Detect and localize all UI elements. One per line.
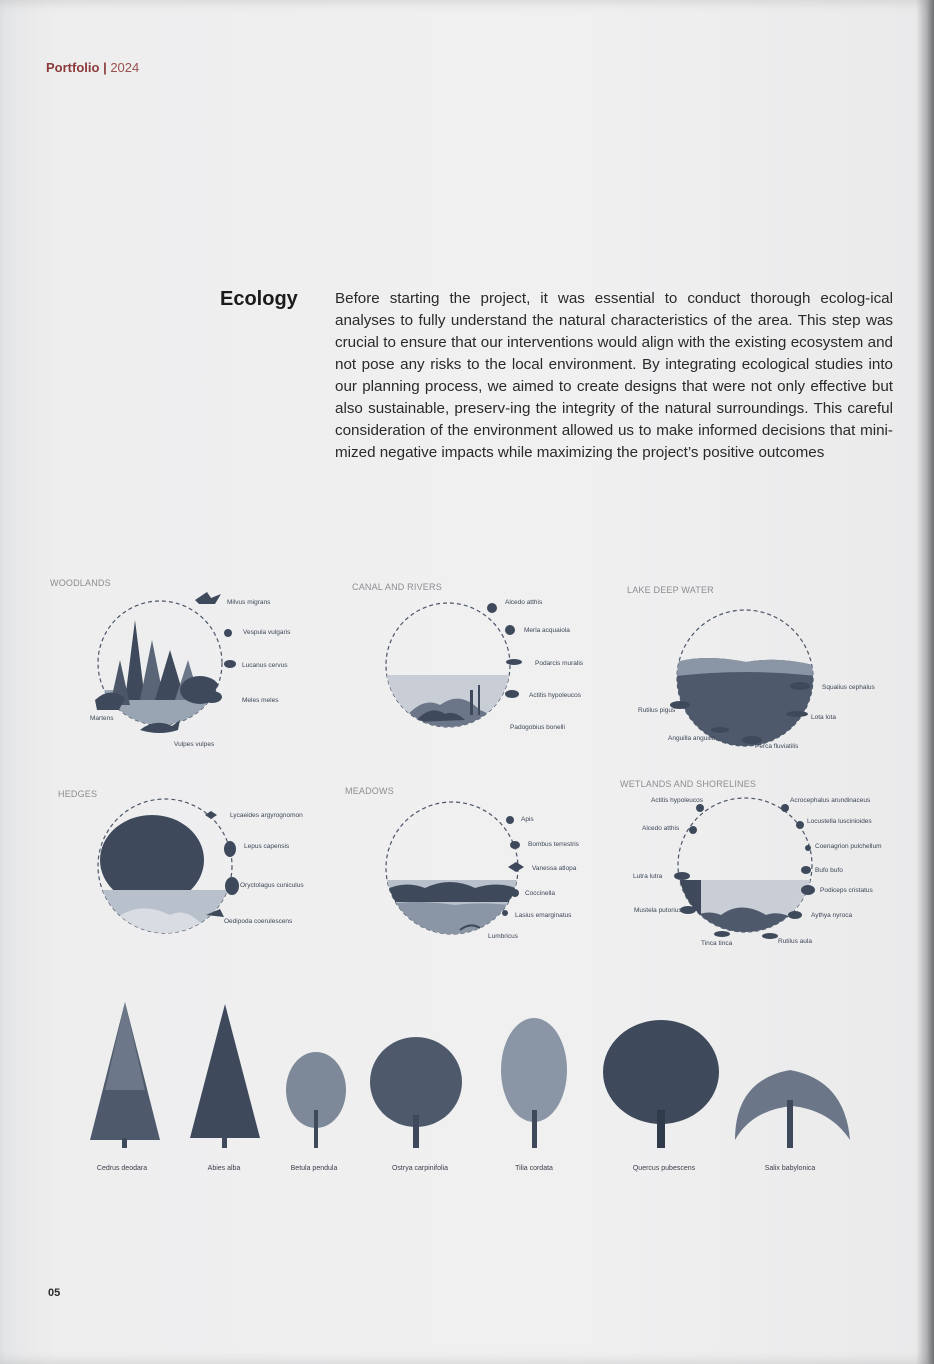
diagram-title: HEDGES — [58, 789, 98, 799]
tree-quercus-pubescens-icon — [603, 1020, 719, 1148]
tree-label: Cedrus deodara — [96, 1165, 148, 1172]
species-label: Vulpes vulpes — [174, 741, 215, 748]
species-label: Coccinella — [525, 890, 555, 897]
species-label: Coenagrion pulchellum — [815, 843, 882, 850]
species-label: Locustella luscinioides — [807, 818, 872, 825]
species-label: Aythya nyroca — [811, 912, 853, 919]
page-number: 05 — [48, 1287, 61, 1299]
species-label: Merla acquaiola — [524, 627, 570, 634]
species-label: Meles meles — [242, 697, 279, 704]
species-label: Actitis hypoleucos — [529, 692, 582, 699]
tree-tilia-cordata-icon — [501, 1018, 567, 1148]
species-label: Actitis hypoleucos — [651, 797, 704, 804]
species-label: Mustela putorius — [634, 907, 682, 914]
species-label: Perca fluviatilis — [755, 743, 799, 750]
tree-label: Ostrya carpinifolia — [391, 1165, 449, 1172]
species-label: Martens — [90, 715, 114, 722]
species-label: Vespula vulgaris — [243, 629, 291, 636]
species-label: Squalius cephalus — [822, 684, 875, 691]
tree-cedrus-deodara-icon — [90, 1002, 160, 1148]
species-label: Lumbricus — [488, 933, 518, 940]
tree-abies-alba-icon — [190, 1004, 260, 1148]
species-label: Tinca tinca — [701, 940, 733, 947]
diagram-title: CANAL AND RIVERS — [352, 582, 442, 592]
section-title: Ecology — [220, 288, 298, 310]
species-label: Bufo bufo — [815, 867, 843, 874]
species-label: Anguilla anguilla — [668, 735, 716, 742]
species-label: Vanessa atlopa — [532, 865, 577, 872]
species-label: Lepus capensis — [244, 843, 290, 850]
page-edge-shadow — [916, 0, 934, 1364]
tree-betula-pendula-icon — [286, 1052, 346, 1148]
species-label: Lota lota — [811, 714, 836, 721]
species-label: Lutra lutra — [633, 873, 663, 880]
species-label: Apis — [521, 816, 534, 823]
diagram-title: WETLANDS AND SHORELINES — [620, 779, 757, 789]
species-label: Padogobius bonelli — [510, 724, 565, 731]
tree-label: Betula pendula — [290, 1165, 338, 1172]
species-label: Oedipoda coerulescens — [224, 918, 293, 925]
tree-illustrations — [0, 990, 934, 1190]
species-label: Podarcis muralis — [535, 660, 584, 667]
header-year: 2024 — [110, 60, 140, 75]
species-label: Alcedo atthis — [642, 825, 680, 832]
species-label: Podiceps cristatus — [820, 887, 873, 894]
tree-salix-babylonica-icon — [735, 1070, 850, 1148]
species-label: Oryctolagus cuniculus — [240, 882, 304, 889]
species-label: Lycaeides argyrognomon — [230, 812, 303, 819]
tree-label: Tilia cordata — [515, 1165, 553, 1172]
species-label: Rutilus aula — [778, 938, 812, 945]
species-label: Acrocephalus arundinaceus — [790, 797, 871, 804]
species-label: Rutilus pigus — [638, 707, 676, 714]
intro-paragraph: Before starting the project, it was essential to conduct thorough ecolog-ical analyses to fully understand the natural characteristics of the area. This step was crucial to ensure that our interventions would align with the existing ecosystem and not pose any risks to the local environment. By integrating ecological studies into our planning process, we aimed to create designs that were not only effective but also sustainable, preserv-ing the integrity of the natural surroundings. This careful consideration of the environment allowed us to make informed decisions that mini-mized negative impacts while maximizing the project’s positive outcomes — [335, 290, 893, 461]
header-separator: | — [103, 60, 107, 75]
tree-label: Salix babylonica — [764, 1165, 816, 1172]
tree-label: Abies alba — [207, 1165, 241, 1172]
diagram-title: WOODLANDS — [50, 578, 111, 588]
tree-label: Quercus pubescens — [632, 1165, 696, 1172]
species-label: Milvus migrans — [227, 599, 271, 606]
tree-ostrya-carpinifolia-icon — [370, 1037, 462, 1148]
header-brand: Portfolio — [46, 60, 100, 75]
tree-species-row — [0, 990, 934, 1190]
species-label: Bombus terrestris — [528, 841, 579, 848]
species-label: Alcedo atthis — [505, 599, 543, 606]
diagram-title: MEADOWS — [345, 786, 394, 796]
species-label: Lucanus cervus — [242, 662, 288, 669]
species-label: Lasius emarginatus — [515, 912, 572, 919]
diagram-title: LAKE DEEP WATER — [627, 585, 714, 595]
